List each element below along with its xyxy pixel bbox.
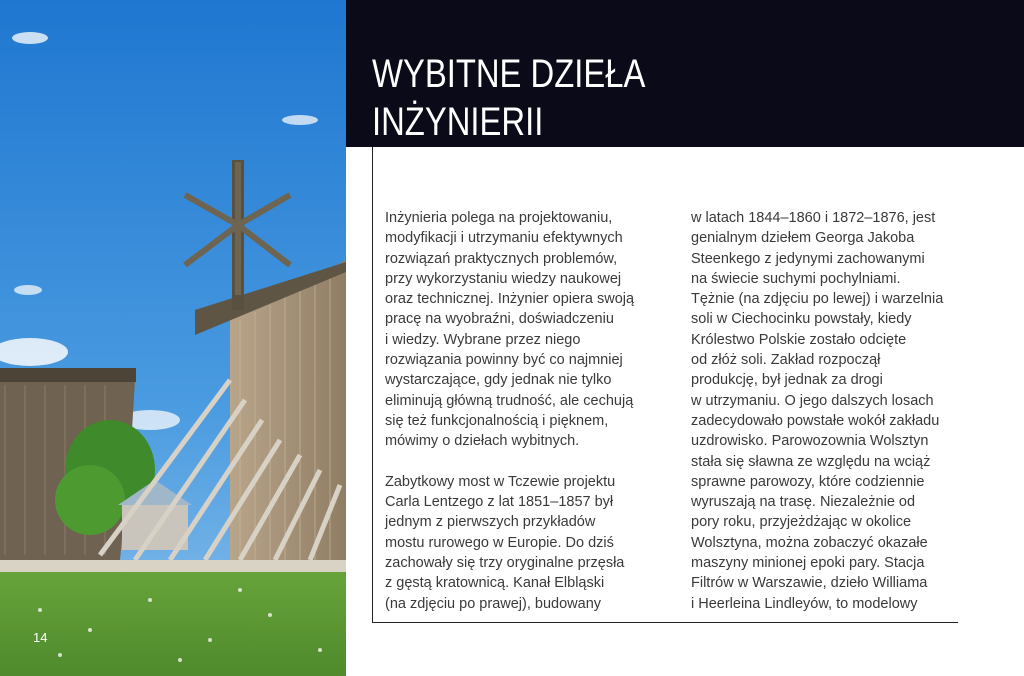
- text-line: Filtrów w Warszawie, dzieło Williama: [691, 575, 928, 592]
- frame-left-rule: [372, 147, 373, 623]
- frame-bottom-rule: [372, 622, 958, 623]
- text-line: soli w Ciechocinku powstały, kiedy: [691, 311, 912, 328]
- text-line: uzdrowisko. Parowozownia Wolsztyn: [691, 433, 929, 450]
- text-line: Tężnie (na zdjęciu po lewej) i warzelnia: [691, 291, 944, 308]
- text-line: maszyny minionej epoki pary. Stacja: [691, 555, 925, 572]
- text-line: mostu rurowego w Europie. Do dziś: [385, 534, 614, 551]
- text-line: od złóż soli. Zakład rozpoczął: [691, 352, 881, 369]
- text-line: stała się sławna ze względu na wciąż: [691, 453, 931, 470]
- text-line: zachowały się trzy oryginalne przęsła: [385, 555, 625, 572]
- text-line: wystarczające, gdy jednak nie tylko: [385, 372, 612, 389]
- text-line: się też funkcjonalnością i pięknem,: [385, 412, 609, 429]
- text-line: w latach 1844–1860 i 1872–1876, jest: [691, 210, 936, 226]
- text-line: Inżynieria polega na projektowaniu,: [385, 210, 613, 226]
- page-title: [372, 50, 645, 146]
- text-column-1: [385, 208, 665, 614]
- text-line: Wolsztyna, można zobaczyć okazałe: [691, 534, 928, 551]
- graduation-tower-photo: [0, 0, 346, 676]
- text-line: oraz technicznej. Inżynier opiera swoją: [385, 291, 635, 308]
- text-line: Zabytkowy most w Tczewie projektu: [385, 473, 616, 490]
- text-line: jednym z pierwszych przykładów: [385, 514, 596, 531]
- text-line: Królestwo Polskie zostało odcięte: [691, 331, 907, 348]
- text-line: wyruszają na trasę. Niezależnie od: [691, 494, 916, 511]
- text-line: produkcję, był jednak za drogi: [691, 372, 883, 389]
- text-line: w utrzymaniu. O jego dalszych losach: [691, 392, 934, 409]
- title-line: WYBITNE DZIEŁA: [372, 52, 646, 96]
- text-line: rozwiązania powinny być co najmniej: [385, 352, 623, 369]
- text-line: Steenkego z jedynymi zachowanymi: [691, 250, 925, 267]
- text-line: pory roku, przyjeżdżając w okolice: [691, 514, 912, 531]
- text-line: sprawne parowozy, które codziennie: [691, 473, 925, 490]
- paragraph-gap: [385, 452, 665, 472]
- text-line: eliminują główną trudność, ale cechują: [385, 392, 634, 409]
- text-line: genialnym dziełem Georga Jakoba: [691, 230, 915, 247]
- title-line: INŻYNIERII: [372, 100, 544, 144]
- text-line: Carla Lentzego z lat 1851–1857 był: [385, 494, 614, 511]
- text-line: rozwiązań praktycznych problemów,: [385, 250, 618, 267]
- text-line: z gęstą kratownicą. Kanał Elbląski: [385, 575, 605, 592]
- text-line: zadecydowało powstałe wokół zakładu: [691, 412, 940, 429]
- text-column-2: [691, 208, 966, 614]
- text-line: i Heerleina Lindleyów, to modelowy: [691, 595, 918, 612]
- text-line: mówimy o dziełach wybitnych.: [385, 433, 580, 450]
- text-line: i wiedzy. Wybrane przez niego: [385, 331, 581, 348]
- text-line: modyfikacji i utrzymaniu efektywnych: [385, 230, 623, 247]
- text-line: pracę na wyobraźni, doświadczeniu: [385, 311, 614, 328]
- text-line: (na zdjęciu po prawej), budowany: [385, 595, 602, 612]
- text-line: przy wykorzystaniu wiedzy naukowej: [385, 270, 622, 287]
- page-number: 14: [33, 630, 48, 645]
- text-line: na świecie suchymi pochylniami.: [691, 270, 901, 287]
